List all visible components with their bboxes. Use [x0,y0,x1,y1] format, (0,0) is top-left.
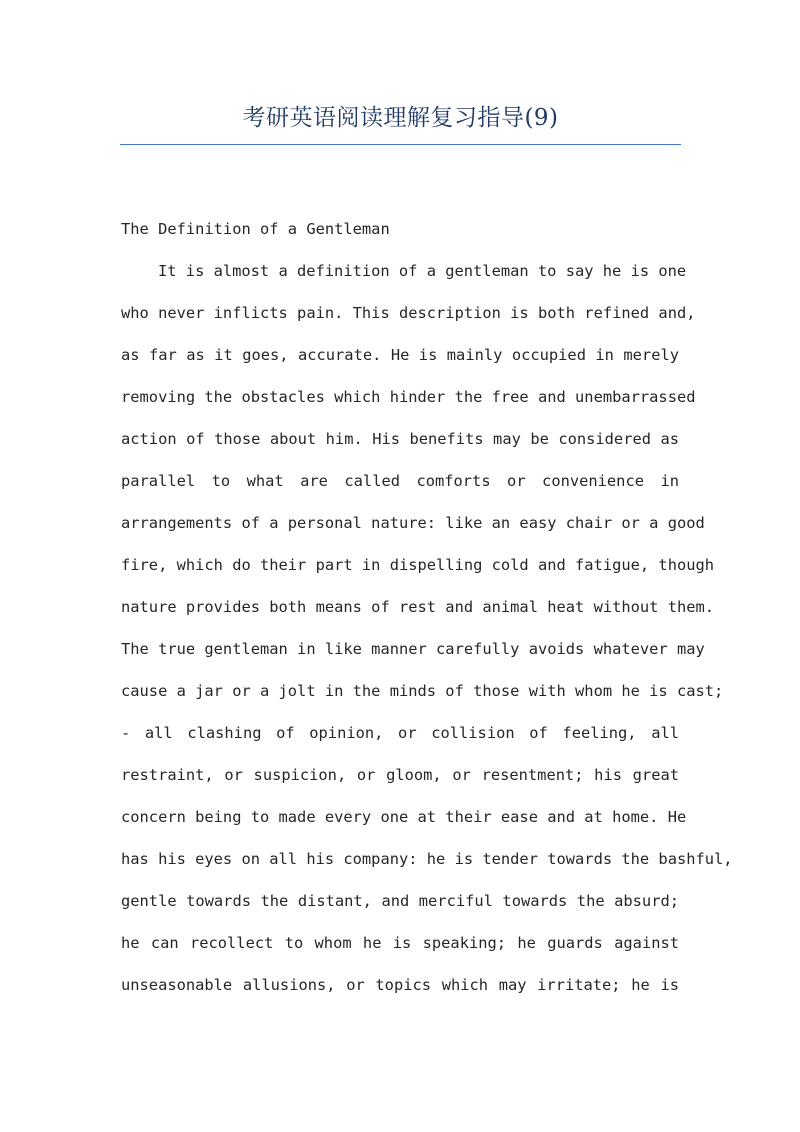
paragraph-line: he can recollect to whom he is speaking; he guards against [121,934,679,952]
paragraph-line: arrangements of a personal nature: like an easy chair or a good [121,514,705,532]
paragraph-line: has his eyes on all his company: he is tender towards the bashful, [121,850,733,868]
paragraph-line: nature provides both means of rest and animal heat without them. [121,598,715,616]
title-underline-rule [120,144,681,145]
paragraph-line: removing the obstacles which hinder the free and unembarrassed [121,388,696,406]
paragraph-line: cause a jar or a jolt in the minds of those with whom he is cast; [121,682,724,700]
document-title: 考研英语阅读理解复习指导(9) [242,105,559,131]
paragraph-line: gentle towards the distant, and merciful towards the absurd; [121,892,679,910]
paragraph-line: as far as it goes, accurate. He is mainly occupied in merely [121,346,679,364]
paragraph-line: The true gentleman in like manner carefully avoids whatever may [121,640,705,658]
paragraph-line: It is almost a definition of a gentleman to say he is one [158,262,687,280]
paragraph-line: - all clashing of opinion, or collision of feeling, all [121,724,679,742]
paragraph-line: action of those about him. His benefits may be considered as [121,430,679,448]
paragraph-line: concern being to made every one at their ease and at home. He [121,808,687,826]
document-body [121,208,733,1006]
paragraph-line: who never inflicts pain. This description is both refined and, [121,304,696,322]
paragraph-line: fire, which do their part in dispelling cold and fatigue, though [121,556,715,574]
paragraph-line: unseasonable allusions, or topics which may irritate; he is [121,976,679,994]
paragraph-line: parallel to what are called comforts or convenience in [121,472,679,490]
paragraph-line: restraint, or suspicion, or gloom, or resentment; his great [121,766,679,784]
article-heading: The Definition of a Gentleman [121,220,390,238]
article-paragraph [121,250,733,1006]
